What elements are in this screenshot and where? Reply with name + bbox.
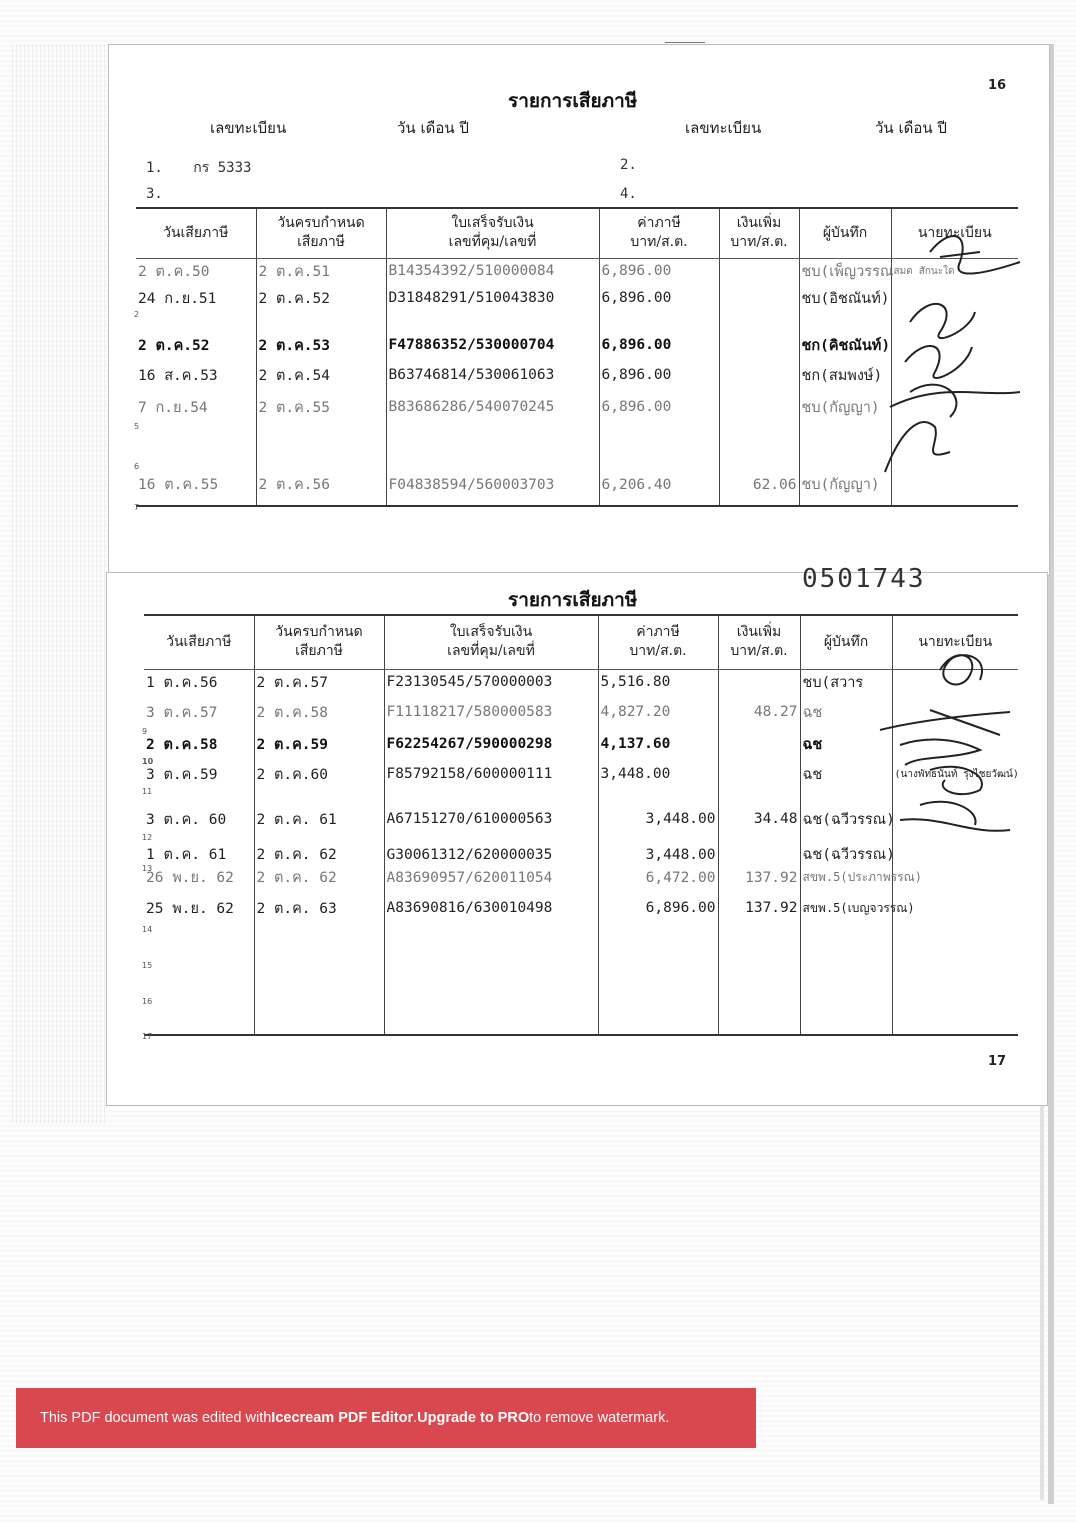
due-date: 2 ต.ค.53	[256, 312, 386, 360]
registrar	[892, 927, 1018, 963]
pay-date: 16 ส.ค.53	[136, 360, 256, 390]
watermark-text-3: to remove watermark.	[529, 1410, 670, 1426]
table-row	[144, 889, 1018, 927]
due-date: 2 ต.ค. 62	[254, 866, 384, 889]
pay-date: 7 ก.ย.54 5	[136, 390, 256, 424]
stamp-code: 0501743	[802, 564, 926, 594]
col-due-date: วันครบกำหนด เสียภาษี	[256, 208, 386, 258]
due-date	[254, 927, 384, 963]
watermark-text-2: .	[413, 1410, 418, 1426]
receipt-no: F11118217/580000583	[384, 695, 598, 729]
tax-amount	[598, 963, 718, 999]
col-receipt: ใบเสร็จรับเงิน เลขที่คุม/เลขที่	[386, 208, 599, 258]
surcharge	[719, 424, 799, 464]
recorder: สขพ.5(เบญจวรรณ)	[800, 889, 892, 927]
registrar-signature-bottom	[860, 640, 1030, 850]
pay-date: 16 ต.ค.55 7	[136, 464, 256, 506]
recorder: ชก(คิชณันท์)	[799, 312, 891, 360]
watermark-banner[interactable]	[16, 1388, 756, 1448]
reg-item-value: กร 5333	[193, 160, 252, 176]
table-row	[144, 927, 1018, 963]
page-title-top: รายการเสียภาษี	[508, 90, 638, 112]
recorder: ชบ(กัญญา)	[799, 464, 891, 506]
due-date	[254, 963, 384, 999]
receipt-no: A83690957/620011054	[384, 866, 598, 889]
tax-amount: 6,896.00	[599, 360, 719, 390]
pay-date: 3 ต.ค.59 11	[144, 759, 254, 789]
col-pay-date: วันเสียภาษี	[136, 208, 256, 258]
col-recorder: ผู้บันทึก	[800, 615, 892, 669]
tax-amount: 6,896.00	[599, 284, 719, 312]
pay-date: 17	[144, 999, 254, 1035]
surcharge	[719, 312, 799, 360]
recorder: ชบ(กัญญา)	[799, 390, 891, 424]
recorder: ชก(สมพงษ์)	[799, 360, 891, 390]
registrar	[892, 963, 1018, 999]
due-date: 2 ต.ค.52	[256, 284, 386, 312]
due-date: 2 ต.ค. 62	[254, 835, 384, 866]
surcharge	[718, 835, 800, 866]
recorder	[799, 424, 891, 464]
col-tax: ค่าภาษี บาท/ส.ต.	[599, 208, 719, 258]
page-number-top: 16	[988, 78, 1007, 93]
registrar-signature-top	[880, 222, 1030, 482]
receipt-no: A67151270/610000563	[384, 789, 598, 835]
recorder: ชบ(สวาร	[800, 669, 892, 695]
reg-label-left: เลขทะเบียน	[210, 119, 287, 137]
pay-date: 3 ต.ค. 60 12	[144, 789, 254, 835]
due-date: 2 ต.ค. 61	[254, 789, 384, 835]
recorder: ฉช	[800, 729, 892, 759]
tax-amount	[598, 927, 718, 963]
pay-date: 25 พ.ย. 62 14	[144, 889, 254, 927]
pay-date: 3 ต.ค.57 9	[144, 695, 254, 729]
surcharge	[718, 927, 800, 963]
watermark-product: Icecream PDF Editor	[271, 1410, 414, 1426]
table-row	[144, 866, 1018, 889]
col-due-date: วันครบกำหนด เสียภาษี	[254, 615, 384, 669]
col-surcharge: เงินเพิ่ม บาท/ส.ต.	[718, 615, 800, 669]
receipt-no: F04838594/560003703	[386, 464, 599, 506]
tax-amount	[598, 999, 718, 1035]
receipt-no	[386, 424, 599, 464]
reg-item-num: 4.	[620, 186, 637, 202]
recorder	[800, 963, 892, 999]
surcharge	[718, 999, 800, 1035]
due-date: 2 ต.ค.59	[254, 729, 384, 759]
reg-item-3	[146, 186, 163, 202]
date-label-right: วัน เดือน ปี	[875, 119, 947, 137]
due-date: 2 ต.ค. 63	[254, 889, 384, 927]
due-date: 2 ต.ค.58	[254, 695, 384, 729]
reg-item-1	[146, 157, 251, 179]
receipt-no	[384, 963, 598, 999]
pay-date: 2 ต.ค.58 10	[144, 729, 254, 759]
registrar	[892, 999, 1018, 1035]
col-receipt: ใบเสร็จรับเงิน เลขที่คุม/เลขที่	[384, 615, 598, 669]
reg-item-num: 1.	[146, 160, 163, 176]
receipt-no: A83690816/630010498	[384, 889, 598, 927]
receipt-no	[384, 927, 598, 963]
surcharge	[718, 963, 800, 999]
receipt-no: F85792158/600000111	[384, 759, 598, 789]
tax-amount: 6,472.00	[598, 866, 718, 889]
page-number-bottom: 17	[988, 1054, 1007, 1069]
table-row	[144, 999, 1018, 1035]
receipt-no: G30061312/620000035	[384, 835, 598, 866]
page-title-bottom: รายการเสียภาษี	[508, 589, 638, 611]
registrar: (นางพัทธนันท์ รุ่งไชยวัฒน์)	[892, 759, 1018, 789]
pay-date: 15	[144, 927, 254, 963]
receipt-no: B83686286/540070245	[386, 390, 599, 424]
tax-amount: 5,516.80	[598, 669, 718, 695]
tax-amount	[599, 424, 719, 464]
recorder: ชบ(อิชณันท์)	[799, 284, 891, 312]
tax-amount: 6,896.00	[599, 258, 719, 284]
tax-amount: 3,448.00	[598, 759, 718, 789]
due-date: 2 ต.ค.57	[254, 669, 384, 695]
watermark-text-1: This PDF document was edited with	[40, 1410, 272, 1426]
recorder	[800, 927, 892, 963]
due-date	[254, 999, 384, 1035]
surcharge	[718, 729, 800, 759]
col-pay-date: วันเสียภาษี	[144, 615, 254, 669]
pay-date: 1 ต.ค. 61 13	[144, 835, 254, 866]
surcharge: 137.92	[718, 866, 800, 889]
reg-item-2	[620, 157, 637, 173]
recorder: สขพ.5(ประภาพรรณ)	[800, 866, 892, 889]
pay-date: 26 พ.ย. 62	[144, 866, 254, 889]
tax-amount: 3,448.00	[598, 835, 718, 866]
watermark-upgrade-link[interactable]: Upgrade to PRO	[417, 1410, 530, 1426]
tax-amount: 6,206.40	[599, 464, 719, 506]
pay-date: 6	[136, 424, 256, 464]
surcharge	[718, 669, 800, 695]
surcharge	[719, 360, 799, 390]
pay-date: 16	[144, 963, 254, 999]
receipt-no: F62254267/590000298	[384, 729, 598, 759]
table-row	[144, 963, 1018, 999]
due-date: 2 ต.ค.54	[256, 360, 386, 390]
surcharge	[719, 258, 799, 284]
due-date: 2 ต.ค.56	[256, 464, 386, 506]
registrar	[892, 889, 1018, 927]
surcharge: 34.48	[718, 789, 800, 835]
reg-item-4	[620, 186, 637, 202]
recorder: ฉช(ฉวีวรรณ)	[800, 835, 892, 866]
surcharge	[718, 759, 800, 789]
recorder: ฉช(ฉวีวรรณ)	[800, 789, 892, 835]
due-date: 2 ต.ค.55	[256, 390, 386, 424]
receipt-no: B63746814/530061063	[386, 360, 599, 390]
due-date: 2 ต.ค.60	[254, 759, 384, 789]
col-recorder: ผู้บันทึก	[799, 208, 891, 258]
col-surcharge: เงินเพิ่ม บาท/ส.ต.	[719, 208, 799, 258]
page-edge-left	[12, 44, 108, 1124]
surcharge	[719, 390, 799, 424]
registrar	[892, 866, 1018, 889]
pay-date: 2 ต.ค.50	[136, 258, 256, 284]
tax-amount: 3,448.00	[598, 789, 718, 835]
receipt-no: F23130545/570000003	[384, 669, 598, 695]
surcharge: 137.92	[718, 889, 800, 927]
col-registrar: นายทะเบียน	[892, 615, 1018, 669]
page-edge-right-inner	[1040, 1100, 1044, 1500]
receipt-no: F47886352/530000704	[386, 312, 599, 360]
pay-date: 1 ต.ค.56	[144, 669, 254, 695]
tax-amount: 6,896.00	[599, 312, 719, 360]
tax-amount: 4,137.60	[598, 729, 718, 759]
due-date: 2 ต.ค.51	[256, 258, 386, 284]
date-label-left: วัน เดือน ปี	[397, 119, 469, 137]
pay-date: 2 ต.ค.52	[136, 312, 256, 360]
registrar: สมต สักนะใด	[891, 258, 1018, 284]
recorder	[800, 999, 892, 1035]
col-tax: ค่าภาษี บาท/ส.ต.	[598, 615, 718, 669]
tax-amount: 6,896.00	[599, 390, 719, 424]
reg-label-right: เลขทะเบียน	[685, 119, 762, 137]
tax-amount: 6,896.00	[598, 889, 718, 927]
recorder: ฉช	[800, 695, 892, 729]
receipt-no: B14354392/510000084	[386, 258, 599, 284]
surcharge	[719, 284, 799, 312]
col-registrar: นายทะเบียน	[891, 208, 1018, 258]
receipt-no: D31848291/510043830	[386, 284, 599, 312]
reg-item-num: 3.	[146, 186, 163, 202]
surcharge: 62.06	[719, 464, 799, 506]
surcharge: 48.27	[718, 695, 800, 729]
due-date	[256, 424, 386, 464]
pay-date: 24 ก.ย.51 2	[136, 284, 256, 312]
receipt-no	[384, 999, 598, 1035]
tax-amount: 4,827.20	[598, 695, 718, 729]
top-dash	[665, 42, 705, 43]
reg-item-num: 2.	[620, 157, 637, 173]
recorder: ชบ(เพ็ญวรรณ	[799, 258, 891, 284]
recorder: ฉช	[800, 759, 892, 789]
